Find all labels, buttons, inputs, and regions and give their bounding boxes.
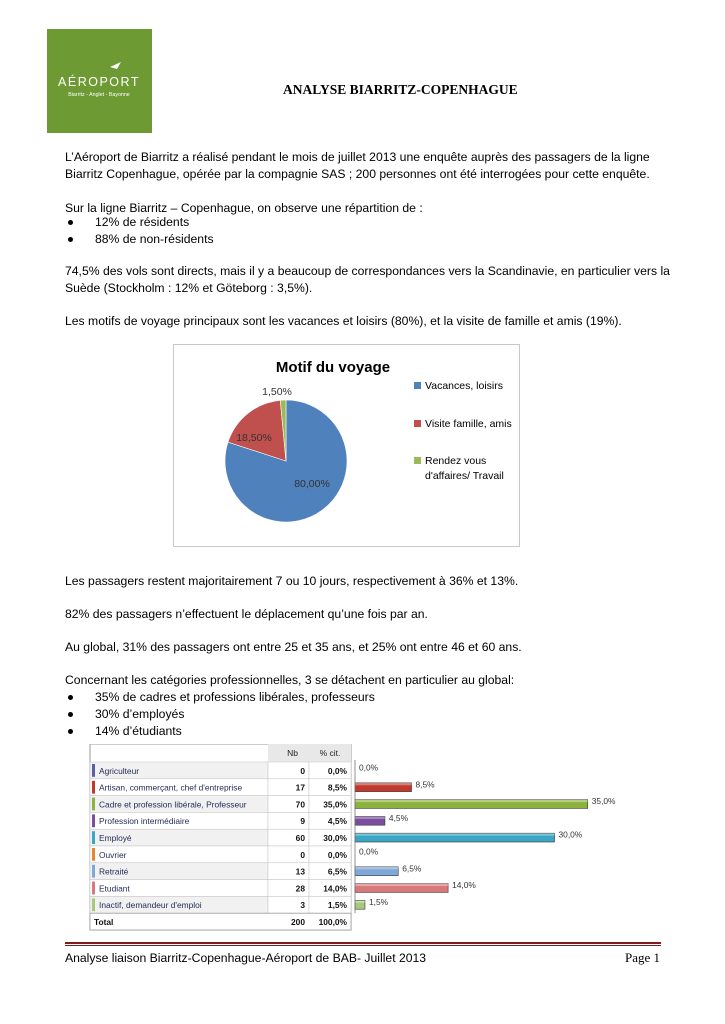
bar-data-label: 35,0%: [591, 796, 616, 807]
row-color-marker: [92, 882, 95, 895]
row-color-marker: [92, 798, 95, 811]
row-percent: 1,5%: [327, 900, 347, 911]
bar-data-label: 8,5%: [415, 779, 435, 790]
row-count: 0: [300, 849, 305, 860]
page-number: Page 1: [624, 950, 660, 965]
pie-chart-frame: [173, 344, 520, 547]
row-count: 0: [300, 765, 305, 776]
total-label: Total: [94, 917, 114, 927]
bar-highlight: [355, 800, 588, 803]
bar-highlight: [355, 816, 385, 819]
duree-paragraph: Les passagers restent majoritairement 7 ou 10 jours, respectivement à 36% et 13%.: [65, 574, 519, 588]
row-label: Profession intermédiaire: [99, 816, 190, 827]
row-percent: 6,5%: [327, 866, 347, 877]
row-label: Inactif, demandeur d'emploi: [99, 900, 202, 911]
bar-highlight: [355, 900, 365, 903]
row-count: 17: [295, 782, 305, 793]
bar-data-label: 1,5%: [368, 896, 389, 907]
legend-label: d'affaires/ Travail: [425, 470, 504, 482]
list-item-text: 30% d’employés: [95, 707, 185, 721]
bar-data-label: 4,5%: [388, 812, 409, 823]
list-item-text: 88% de non-résidents: [95, 232, 214, 246]
bullet-icon: [68, 237, 73, 242]
column-header: % cit.: [319, 748, 341, 758]
row-count: 28: [295, 883, 305, 894]
age-paragraph: Au global, 31% des passagers ont entre 25 et 35 ans, et 25% ont entre 46 et 60 ans.: [65, 640, 522, 654]
row-color-marker: [92, 865, 95, 878]
row-label: Etudiant: [99, 883, 130, 894]
pie-data-label: 1,50%: [262, 386, 292, 398]
page-title: ANALYSE BIARRITZ-COPENHAGUE: [283, 82, 518, 97]
bar-highlight: [355, 884, 448, 887]
pie-data-label: 18,50%: [236, 432, 272, 444]
bar-data-label: 6,5%: [402, 863, 422, 874]
bullet-icon: [68, 729, 73, 734]
row-percent: 4,5%: [327, 816, 347, 827]
airport-logo: [47, 29, 152, 133]
bar-highlight: [355, 783, 412, 786]
vols-paragraph: 74,5% des vols sont directs, mais il y a beaucoup de correspondances vers la Scandinavie, en particulier vers la Suède (Stockholm : 12% et Göteborg : 3,5%).: [65, 264, 670, 295]
legend-label: Rendez vous: [425, 455, 487, 467]
bullet-icon: [68, 695, 73, 700]
logo-subtitle: Biarritz - Anglet - Bayonne: [68, 92, 130, 98]
legend-swatch: [414, 457, 421, 464]
bar-highlight: [355, 867, 398, 870]
row-label: Cadre et profession libérale, Professeur: [99, 799, 247, 810]
row-percent: 30,0%: [323, 833, 347, 843]
row-percent: 14,0%: [323, 883, 347, 894]
pie-data-label: 80,00%: [294, 478, 330, 490]
column-header: Nb: [287, 748, 298, 758]
row-label: Employé: [99, 833, 132, 843]
bar-data-label: 14,0%: [452, 880, 476, 891]
list-item-text: 14% d’étudiants: [95, 724, 182, 738]
row-color-marker: [92, 781, 95, 794]
legend-swatch: [414, 420, 421, 427]
row-color-marker: [92, 898, 95, 911]
total-percent: 100,0%: [318, 917, 347, 927]
footer-divider: [65, 942, 661, 944]
bar-data-label: 0,0%: [359, 846, 379, 857]
row-percent: 0,0%: [327, 765, 347, 776]
row-color-marker: [92, 814, 95, 827]
row-percent: 35,0%: [323, 799, 347, 810]
row-count: 3: [300, 900, 305, 911]
bullet-icon: [68, 220, 73, 225]
row-label: Artisan, commerçant, chef d'entreprise: [99, 782, 243, 793]
bar-data-label: 30,0%: [558, 829, 583, 840]
intro-paragraph: L’Aéroport de Biarritz a réalisé pendant le mois de juillet 2013 une enquête auprès des passagers de la ligne Biarritz Copenhague, opérée par la compagnie SAS ; 200 personnes ont été interrogées pour cette enquête.: [65, 150, 650, 181]
list-item: [95, 231, 214, 248]
row-label: Agriculteur: [99, 765, 140, 776]
csp-bar-chart: [87, 744, 647, 932]
row-percent: 0,0%: [327, 849, 347, 860]
motifs-paragraph: Les motifs de voyage principaux sont les vacances et loisirs (80%), et la visite de famille et amis (19%).: [65, 314, 622, 328]
plane-icon: [110, 62, 121, 69]
row-color-marker: [92, 848, 95, 861]
repartition-paragraph: Sur la ligne Biarritz – Copenhague, on observe une répartition de :: [65, 201, 423, 215]
legend-label: Visite famille, amis: [425, 418, 512, 430]
chart-title: Motif du voyage: [275, 359, 391, 376]
bullet-icon: [68, 712, 73, 717]
list-item: [95, 689, 375, 706]
list-item-text: 35% de cadres et professions libérales, professeurs: [95, 690, 375, 704]
logo-name: AÉROPORT: [58, 75, 140, 89]
row-percent: 8,5%: [327, 782, 347, 793]
row-count: 13: [295, 866, 305, 877]
list-item-text: 12% de résidents: [95, 215, 190, 229]
list-item: [95, 723, 182, 740]
legend-label: Vacances, loisirs: [425, 380, 504, 392]
list-item: [95, 214, 189, 231]
list-item: [95, 706, 184, 723]
total-count: 200: [291, 917, 305, 927]
row-label: Ouvrier: [99, 849, 127, 860]
row-count: 70: [295, 799, 305, 810]
csp-table-chart: [87, 744, 647, 937]
row-color-marker: [92, 764, 95, 777]
bar-data-label: 0,0%: [359, 762, 379, 773]
row-label: Retraité: [99, 866, 129, 877]
row-count: 60: [295, 833, 305, 843]
row-color-marker: [92, 831, 95, 844]
categories-paragraph: Concernant les catégories professionnelles, 3 se détachent en particulier au global:: [65, 673, 515, 687]
footer-divider: [65, 945, 661, 946]
pie-chart: [174, 345, 519, 546]
legend-swatch: [414, 382, 421, 389]
frequence-paragraph: 82% des passagers n’effectuent le déplacement qu’une fois par an.: [65, 607, 428, 621]
row-count: 9: [300, 816, 305, 827]
bar-highlight: [355, 833, 555, 836]
footer-text: Analyse liaison Biarritz-Copenhague-Aéroport de BAB- Juillet 2013: [65, 951, 427, 965]
airport-logo-graphic: [47, 29, 152, 133]
table-total-row: [90, 913, 351, 930]
